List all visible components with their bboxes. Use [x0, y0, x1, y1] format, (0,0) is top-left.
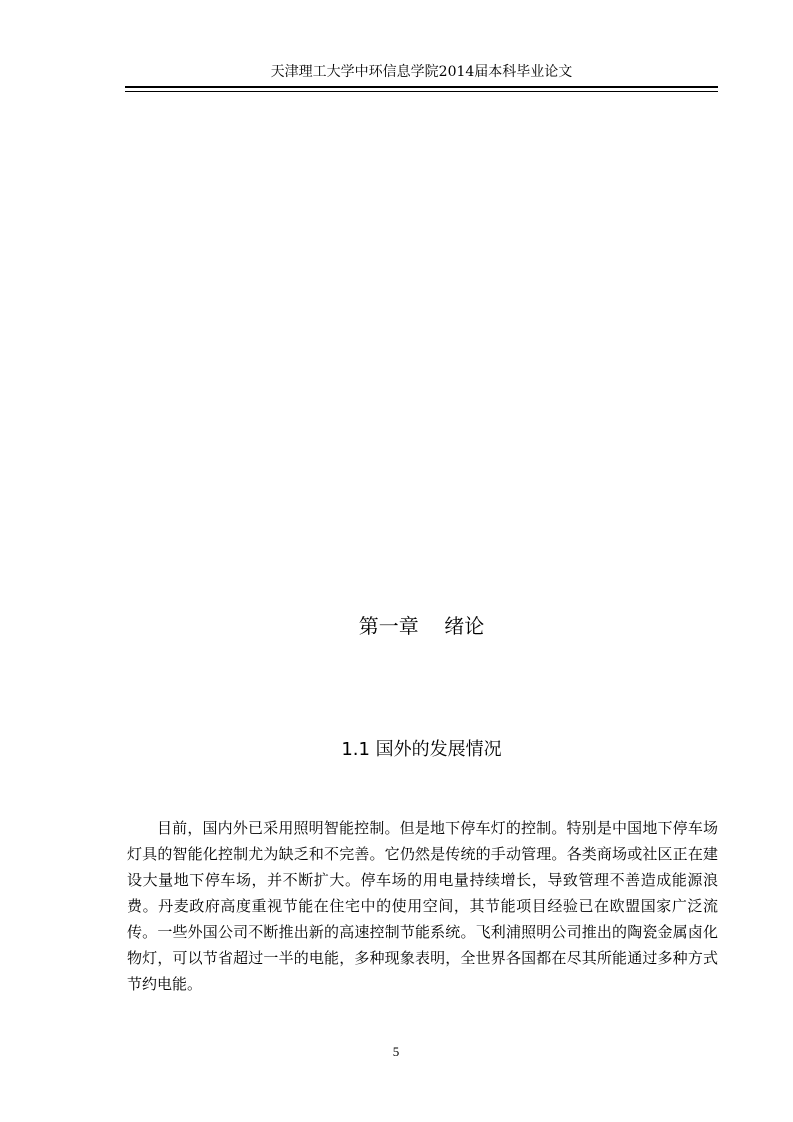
body-paragraph: 目前，国内外已采用照明智能控制。但是地下停车灯的控制。特别是中国地下停车场灯具的智能化控制尤为缺乏和不完善。它仍然是传统的手动管理。各类商场或社区正在建设大量地下停车场，并不断扩大。停车场的用电量持续增长，导致管理不善造成能源浪费。丹麦政府高度重视节能在住宅中的使用空间，其节能项目经验已在欧盟国家广泛流传。一些外国公司不断推出新的高速控制节能系统。飞利浦照明公司推出的陶瓷金属卤化物灯，可以节省超过一半的电能，多种现象表明，全世界各国都在尽其所能通过多种方式节约电能。	[127, 819, 718, 993]
header-rule-thin	[125, 91, 718, 92]
header-rule-thick	[125, 86, 718, 88]
page-number: 5	[392, 1044, 400, 1059]
running-header: 天津理工大学中环信息学院2014届本科毕业论文	[270, 64, 573, 80]
chapter-title: 第一章 绪论	[358, 614, 485, 638]
section-title: 1.1 国外的发展情况	[341, 739, 502, 760]
